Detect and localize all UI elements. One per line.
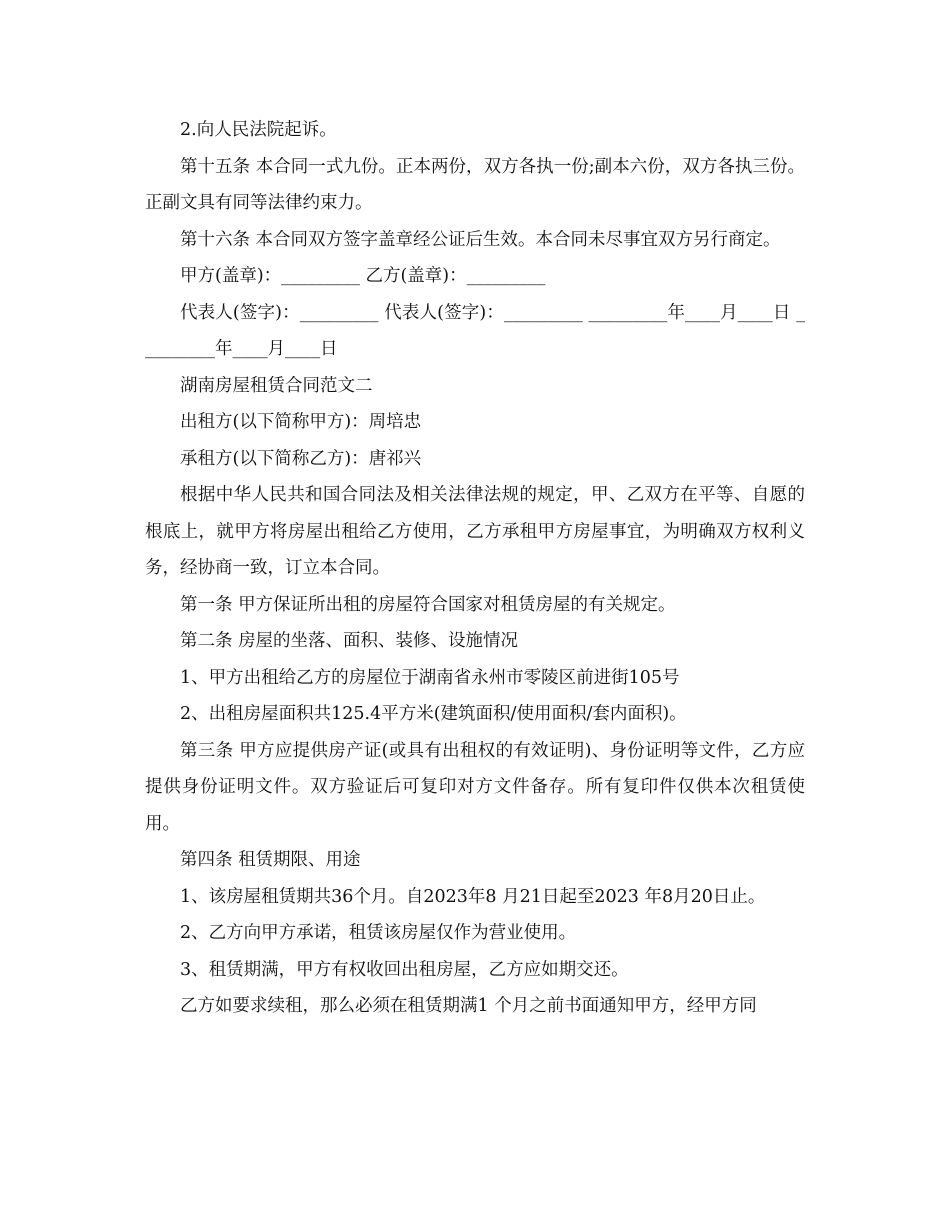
paragraph-article-3: 第三条 甲方应提供房产证(或具有出租权的有效证明)、身份证明等文件，乙方应提供身份证明文件。双方验证后可复印对方文件备存。所有复印件仅供本次租赁使用。 xyxy=(145,740,805,834)
paragraph-article-15: 第十五条 本合同一式九份。正本两份，双方各执一份;副本六份，双方各执三份。正副文具有同等法律约束力。 xyxy=(145,156,805,213)
paragraph-article-4: 第四条 租赁期限、用途 xyxy=(180,850,361,870)
paragraph-article-2: 第二条 房屋的坐落、面积、装修、设施情况 xyxy=(180,631,519,651)
paragraph-article-16: 第十六条 本合同双方签字盖章经公证后生效。本合同未尽事宜双方另行商定。 xyxy=(180,229,781,250)
paragraph-sample-two-title: 湖南房屋租赁合同范文二 xyxy=(180,375,373,396)
paragraph-house-area: 2、出租房屋面积共125.4平方米(建筑面积/使用面积/套内面积)。 xyxy=(180,704,687,724)
paragraph-lease-expiry: 3、租赁期满，甲方有权收回出租房屋，乙方应如期交还。 xyxy=(180,959,629,980)
paragraph-article-1: 第一条 甲方保证所出租的房屋符合国家对租赁房屋的有关规定。 xyxy=(180,594,676,615)
document-body xyxy=(145,112,805,1025)
paragraph-lessor: 出租方(以下简称甲方)：周培忠 xyxy=(180,412,422,432)
paragraph-house-location: 1、甲方出租给乙方的房屋位于湖南省永州市零陵区前进街105号 xyxy=(180,667,680,688)
paragraph-sue-court: 2.向人民法院起诉。 xyxy=(180,120,337,140)
paragraph-representative-signatures: 代表人(签字)：_________ 代表人(签字)：_________ _________年____月____日 _________年____月____日 xyxy=(145,302,805,359)
paragraph-renewal: 乙方如要求续租，那么必须在租赁期满1 个月之前书面通知甲方，经甲方同 xyxy=(180,996,757,1016)
paragraph-preamble: 根据中华人民共和国合同法及相关法律法规的规定，甲、乙双方在平等、自愿的根底上，就甲方将房屋出租给乙方使用，乙方承租甲方房屋事宜，为明确双方权利义务，经协商一致，订立本合同。 xyxy=(145,485,805,578)
paragraph-party-seals: 甲方(盖章)：_________ 乙方(盖章)：_________ xyxy=(180,266,546,286)
paragraph-lease-term: 1、该房屋租赁期共36个月。自2023年8 月21日起至2023 年8月20日止。 xyxy=(180,886,766,907)
paragraph-lessee: 承租方(以下简称乙方)：唐祁兴 xyxy=(180,448,422,469)
paragraph-lease-use: 2、乙方向甲方承诺，租赁该房屋仅作为营业使用。 xyxy=(180,923,577,943)
